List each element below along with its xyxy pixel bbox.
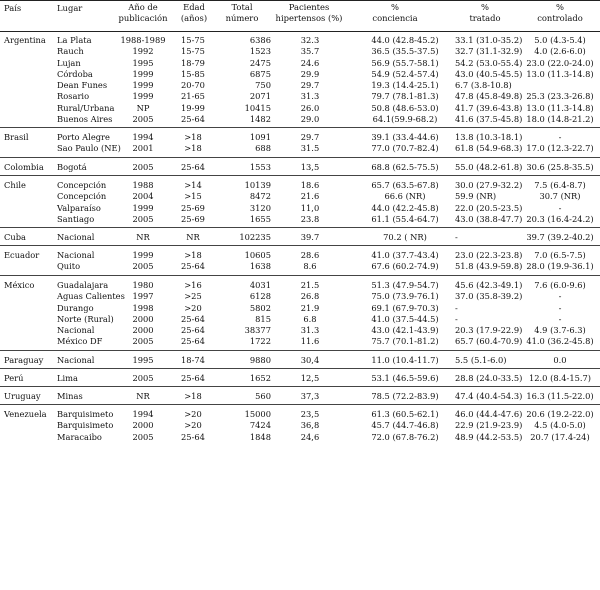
table-cell-edad: 25-64 xyxy=(181,261,205,272)
table-cell-conc: 53.1 (46.5-59.6) xyxy=(371,373,439,383)
table-cell-conc: 79.7 (78.1-81.3) xyxy=(371,91,439,102)
table-cell-ctrl: 0.0 xyxy=(553,355,567,365)
table-cell-edad: 25-64 xyxy=(181,431,205,442)
table-cell-lugar: Porto Alegre xyxy=(57,132,110,142)
country-label: Ecuador xyxy=(4,250,40,260)
table-cell-year: 2000 xyxy=(132,325,154,335)
table-cell-pac: 26.0 xyxy=(300,102,320,113)
table-cell-year: 1999 xyxy=(132,80,154,90)
table-cell-edad: 25-64 xyxy=(181,162,205,172)
table-cell-edad: 15-85 xyxy=(181,68,205,79)
table-cell-year: 2005 xyxy=(132,113,154,124)
table-cell-edad: NR xyxy=(186,232,200,242)
table-cell-lugar: Aguas Calientes xyxy=(57,291,125,302)
table-cell-total: 1523 xyxy=(249,46,271,57)
table-cell-year: 1992 xyxy=(132,46,154,57)
column-header-lugar xyxy=(57,3,117,14)
table-cell-edad: >25 xyxy=(184,291,202,302)
table-cell-pac: 26.8 xyxy=(300,291,320,302)
table-cell-ctrl: 13.0 (11.3-14.8) xyxy=(526,68,594,79)
table-cell-year: 1994 xyxy=(132,409,154,419)
column-header-line: % xyxy=(481,2,489,12)
table-cell-conc: 64.1(59.9-68.2) xyxy=(372,113,438,124)
table-cell-ctrl: 16.3 (11.5-22.0) xyxy=(526,391,594,401)
table-cell-ctrl: - xyxy=(558,202,562,213)
table-cell-pac: 23,5 xyxy=(300,409,320,419)
table-cell-total: 6875 xyxy=(249,68,271,79)
table-cell-edad: >20 xyxy=(184,409,202,419)
table-cell-pac: 6.8 xyxy=(303,313,317,324)
table-cell-year: 2000 xyxy=(132,313,154,324)
table-cell-year: 1999 xyxy=(132,91,154,102)
table-cell-lugar: Norte (Rural) xyxy=(57,313,114,324)
table-cell-lugar: México DF xyxy=(57,336,103,347)
table-cell-lugar: La Plata xyxy=(57,35,92,45)
table-cell-lugar: Dean Funes xyxy=(57,80,108,90)
table-cell-year: NR xyxy=(136,391,150,401)
column-header-line: tratado xyxy=(469,13,501,23)
table-cell-ctrl: - xyxy=(558,302,562,313)
table-cell-pac: 11,0 xyxy=(300,202,320,213)
table-cell-trat: 32.7 (31.1-32.9) xyxy=(455,46,523,57)
column-header-line: Pacientes xyxy=(288,2,330,12)
table-cell-ctrl: 20.3 (16.4-24.2) xyxy=(526,213,594,224)
table-cell-lugar: Córdoba xyxy=(57,68,93,79)
column-header-line: % xyxy=(556,2,564,12)
table-cell-trat: 45.6 (42.3-49.1) xyxy=(455,280,523,290)
table-cell-conc: 56.9 (55.7-58.1) xyxy=(371,57,439,68)
table-cell-lugar: Nacional xyxy=(57,232,95,242)
table-cell-ctrl: 4.0 (2.6-6.0) xyxy=(534,46,586,57)
table-rule xyxy=(0,157,600,158)
country-label: Argentina xyxy=(4,35,46,45)
column-header-year xyxy=(112,2,174,24)
table-cell-total: 6128 xyxy=(249,291,271,302)
table-cell-total: 1655 xyxy=(249,213,271,224)
table-cell-lugar: Nacional xyxy=(57,355,95,365)
table-cell-edad: 19-99 xyxy=(181,102,205,113)
table-cell-conc: 41.0 (37.5-44.5) xyxy=(371,313,439,324)
table-cell-trat: 23.0 (22.3-23.8) xyxy=(455,250,523,260)
table-cell-year: 1988-1989 xyxy=(120,35,166,45)
table-cell-edad: 25-69 xyxy=(181,213,205,224)
table-cell-total: 8472 xyxy=(249,191,271,202)
table-cell-total: 688 xyxy=(255,143,271,154)
table-cell-total: 102235 xyxy=(239,232,271,242)
table-cell-ctrl: - xyxy=(558,313,562,324)
table-cell-trat: 30.0 (27.9-32.2) xyxy=(455,180,523,190)
column-header-line: (años) xyxy=(180,13,208,23)
table-cell-pac: 30,4 xyxy=(300,355,320,365)
table-cell-trat: 46.0 (44.4-47.6) xyxy=(455,409,523,419)
table-cell-total: 2475 xyxy=(249,57,271,68)
table-cell-total: 750 xyxy=(255,80,271,90)
column-header-line: número xyxy=(225,13,259,23)
table-cell-conc: 41.0 (37.7-43.4) xyxy=(371,250,439,260)
country-label: México xyxy=(4,280,35,290)
table-cell-conc: 67.6 (60.2-74.9) xyxy=(371,261,439,272)
table-cell-total: 1553 xyxy=(249,162,271,172)
table-cell-ctrl: 39.7 (39.2-40.2) xyxy=(526,232,594,242)
table-cell-total: 2071 xyxy=(249,91,271,102)
table-cell-total: 9880 xyxy=(249,355,271,365)
table-cell-edad: >16 xyxy=(184,280,202,290)
country-label: Uruguay xyxy=(4,391,41,401)
table-cell-total: 38377 xyxy=(244,325,271,335)
table-cell-ctrl: - xyxy=(558,291,562,302)
table-cell-total: 1091 xyxy=(249,132,271,142)
table-cell-trat: 20.3 (17.9-22.9) xyxy=(455,325,523,335)
column-header-conc xyxy=(350,2,440,24)
table-cell-total: 10139 xyxy=(244,180,271,190)
table-cell-trat: 22.9 (21.9-23.9) xyxy=(455,420,523,431)
table-rule xyxy=(0,227,600,228)
country-label: Colombia xyxy=(4,162,44,172)
table-cell-conc: 11.0 (10.4-11.7) xyxy=(371,355,439,365)
table-cell-total: 3120 xyxy=(249,202,271,213)
table-cell-trat: 22.0 (20.5-23.5) xyxy=(455,202,523,213)
table-cell-lugar: Barquisimeto xyxy=(57,420,114,431)
table-cell-trat: 28.8 (24.0-33.5) xyxy=(455,373,523,383)
table-cell-year: 2005 xyxy=(132,261,154,272)
table-cell-pac: 32.3 xyxy=(300,35,320,45)
table-cell-edad: >15 xyxy=(184,191,202,202)
table-cell-edad: 15-75 xyxy=(181,35,205,45)
table-cell-trat: 59.9 (NR) xyxy=(455,191,497,202)
country-label: Perú xyxy=(4,373,24,383)
country-label: Cuba xyxy=(4,232,26,242)
table-rule xyxy=(0,386,600,387)
table-cell-pac: 24,6 xyxy=(300,431,320,442)
table-cell-lugar: Durango xyxy=(57,302,94,313)
table-cell-pac: 35.7 xyxy=(300,46,320,57)
table-cell-edad: >14 xyxy=(184,180,202,190)
table-cell-edad: >18 xyxy=(184,391,202,401)
table-cell-ctrl: 5.0 (4.3-5.4) xyxy=(534,35,586,45)
table-cell-lugar: Guadalajara xyxy=(57,280,109,290)
table-cell-conc: 51.3 (47.9-54.7) xyxy=(371,280,439,290)
table-cell-trat: 6.7 (3.8-10.8) xyxy=(455,80,512,90)
table-cell-year: 1999 xyxy=(132,68,154,79)
table-cell-edad: 25-64 xyxy=(181,113,205,124)
table-cell-ctrl: 7.0 (6.5-7.5) xyxy=(534,250,586,260)
table-cell-trat: 55.0 (48.2-61.8) xyxy=(455,162,523,172)
table-rule xyxy=(0,0,600,1)
table-cell-conc: 43.0 (42.1-43.9) xyxy=(371,325,439,335)
table-cell-ctrl: 41.0 (36.2-45.8) xyxy=(526,336,594,347)
table-cell-total: 560 xyxy=(255,391,271,401)
table-cell-lugar: Concepción xyxy=(57,191,107,202)
table-cell-lugar: Minas xyxy=(57,391,83,401)
table-cell-total: 1482 xyxy=(249,113,271,124)
table-cell-lugar: Rauch xyxy=(57,46,84,57)
table-cell-trat: 61.8 (54.9-68.3) xyxy=(455,143,523,154)
table-cell-edad: 25-64 xyxy=(181,336,205,347)
table-cell-conc: 68.8 (62.5-75.5) xyxy=(371,162,439,172)
table-cell-conc: 61.3 (60.5-62.1) xyxy=(371,409,439,419)
table-cell-total: 10415 xyxy=(244,102,271,113)
table-cell-edad: 25-64 xyxy=(181,373,205,383)
table-cell-lugar: Quito xyxy=(57,261,81,272)
column-header-line: Total xyxy=(231,2,253,12)
column-header-pac xyxy=(270,2,348,24)
column-header-line: publicación xyxy=(118,13,168,23)
table-cell-trat: 47.4 (40.4-54.3) xyxy=(455,391,523,401)
table-cell-total: 1722 xyxy=(249,336,271,347)
table-cell-edad: >20 xyxy=(184,302,202,313)
table-cell-edad: >20 xyxy=(184,420,202,431)
table-cell-pac: 8.6 xyxy=(303,261,317,272)
table-cell-edad: 25-69 xyxy=(181,202,205,213)
table-cell-conc: 61.1 (55.4-64.7) xyxy=(371,213,439,224)
table-rule xyxy=(0,350,600,351)
table-cell-lugar: Barquisimeto xyxy=(57,409,114,419)
column-header-line: País xyxy=(4,3,22,13)
table-cell-total: 10605 xyxy=(244,250,271,260)
column-header-line: Edad xyxy=(183,2,205,12)
column-header-total xyxy=(220,2,264,24)
table-cell-ctrl: 20.6 (19.2-22.0) xyxy=(526,409,594,419)
column-header-pais xyxy=(4,3,44,14)
table-cell-lugar: Lujan xyxy=(57,57,81,68)
table-cell-lugar: Lima xyxy=(57,373,78,383)
table-cell-year: 1994 xyxy=(132,132,154,142)
table-cell-total: 5802 xyxy=(249,302,271,313)
table-cell-trat: - xyxy=(455,232,458,242)
table-cell-pac: 21.5 xyxy=(300,280,320,290)
table-rule xyxy=(0,275,600,276)
column-header-line: conciencia xyxy=(372,13,418,23)
column-header-line: % xyxy=(391,2,399,12)
table-cell-lugar: Concepción xyxy=(57,180,107,190)
table-cell-ctrl: 12.0 (8.4-15.7) xyxy=(528,373,592,383)
column-header-ctrl xyxy=(522,2,598,24)
table-cell-conc: 69.1 (67.9-70.3) xyxy=(371,302,439,313)
table-cell-conc: 78.5 (72.2-83.9) xyxy=(371,391,439,401)
table-cell-trat: - xyxy=(455,302,458,313)
table-cell-conc: 70.2 ( NR) xyxy=(383,232,427,242)
table-cell-conc: 50.8 (48.6-53.0) xyxy=(371,102,439,113)
table-cell-conc: 75.7 (70.1-81.2) xyxy=(371,336,439,347)
table-cell-edad: 25-64 xyxy=(181,313,205,324)
table-cell-year: 2005 xyxy=(132,373,154,383)
table-cell-pac: 29.0 xyxy=(300,113,320,124)
table-cell-year: NP xyxy=(136,102,150,113)
table-cell-trat: 41.6 (37.5-45.8) xyxy=(455,113,523,124)
table-cell-ctrl: 30.6 (25.8-35.5) xyxy=(526,162,594,172)
table-cell-year: 1999 xyxy=(132,250,154,260)
table-rule xyxy=(0,127,600,128)
country-label: Venezuela xyxy=(4,409,47,419)
table-cell-pac: 29.9 xyxy=(300,68,320,79)
table-cell-ctrl: 7.6 (6.0-9.6) xyxy=(534,280,586,290)
table-cell-ctrl: 30.7 (NR) xyxy=(539,191,581,202)
table-cell-edad: >18 xyxy=(184,132,202,142)
table-cell-conc: 77.0 (70.7-82.4) xyxy=(371,143,439,154)
table-cell-pac: 31.3 xyxy=(300,325,320,335)
table-cell-lugar: Buenos Aires xyxy=(57,113,113,124)
table-cell-trat: 43.0 (40.5-45.5) xyxy=(455,68,523,79)
table-cell-pac: 21.6 xyxy=(300,191,320,202)
table-cell-pac: 12,5 xyxy=(300,373,320,383)
table-rule xyxy=(0,404,600,405)
table-cell-ctrl: 13.0 (11.3-14.8) xyxy=(526,102,594,113)
table-cell-edad: >18 xyxy=(184,143,202,154)
table-cell-year: 1997 xyxy=(132,291,154,302)
table-cell-year: 1988 xyxy=(132,180,154,190)
table-cell-year: 1999 xyxy=(132,202,154,213)
table-cell-pac: 29.7 xyxy=(300,132,320,142)
table-cell-lugar: Rural/Urbana xyxy=(57,102,115,113)
table-cell-trat: 13.8 (10.3-18.1) xyxy=(455,132,523,142)
table-cell-lugar: Maracaibo xyxy=(57,431,102,442)
table-cell-ctrl: 4.9 (3.7-6.3) xyxy=(534,325,586,335)
table-cell-year: 2004 xyxy=(132,191,154,202)
table-cell-conc: 75.0 (73.9-76.1) xyxy=(371,291,439,302)
table-cell-edad: 20-70 xyxy=(181,80,205,90)
table-cell-total: 6386 xyxy=(249,35,271,45)
country-label: Paraguay xyxy=(4,355,44,365)
table-cell-total: 7424 xyxy=(249,420,271,431)
country-label: Brasil xyxy=(4,132,29,142)
table-cell-pac: 36,8 xyxy=(300,420,320,431)
table-cell-pac: 18.6 xyxy=(300,180,320,190)
table-cell-lugar: Nacional xyxy=(57,325,95,335)
table-cell-total: 815 xyxy=(255,313,271,324)
table-cell-trat: - xyxy=(455,313,458,324)
table-cell-year: 1998 xyxy=(132,302,154,313)
table-cell-year: 1995 xyxy=(132,355,154,365)
table-cell-trat: 51.8 (43.9-59.8) xyxy=(455,261,523,272)
table-cell-year: 1980 xyxy=(132,280,154,290)
table-cell-year: 2005 xyxy=(132,162,154,172)
column-header-trat xyxy=(445,2,525,24)
table-cell-total: 1848 xyxy=(249,431,271,442)
table-cell-ctrl: 17.0 (12.3-22.7) xyxy=(526,143,594,154)
table-cell-total: 15000 xyxy=(244,409,271,419)
table-cell-conc: 39.1 (33.4-44.6) xyxy=(371,132,439,142)
table-cell-pac: 24.6 xyxy=(300,57,320,68)
table-cell-pac: 11.6 xyxy=(300,336,320,347)
table-cell-year: 1995 xyxy=(132,57,154,68)
table-cell-pac: 39.7 xyxy=(300,232,320,242)
table-rule xyxy=(0,245,600,246)
table-cell-ctrl: 4.5 (4.0-5.0) xyxy=(534,420,586,431)
table-cell-lugar: Bogotá xyxy=(57,162,87,172)
table-cell-edad: 18-79 xyxy=(181,57,205,68)
table-cell-trat: 48.9 (44.2-53.5) xyxy=(455,431,523,442)
table-cell-edad: 15-75 xyxy=(181,46,205,57)
table-cell-pac: 23.8 xyxy=(300,213,320,224)
table-cell-lugar: Valparaíso xyxy=(57,202,101,213)
table-cell-pac: 31.5 xyxy=(300,143,320,154)
table-rule xyxy=(0,368,600,369)
table-cell-edad: >18 xyxy=(184,250,202,260)
table-cell-trat: 43.0 (38.8-47.7) xyxy=(455,213,523,224)
table-cell-lugar: Sao Paulo (NE) xyxy=(57,143,121,154)
table-cell-trat: 37.0 (35.8-39.2) xyxy=(455,291,523,302)
table-cell-conc: 44.0 (42.2-45.8) xyxy=(371,202,439,213)
table-cell-ctrl: 20.7 (17.4-24) xyxy=(530,431,590,442)
table-cell-lugar: Rosario xyxy=(57,91,90,102)
table-cell-ctrl: 23.0 (22.0-24.0) xyxy=(526,57,594,68)
table-cell-conc: 66.6 (NR) xyxy=(384,191,426,202)
table-cell-edad: 25-64 xyxy=(181,325,205,335)
table-cell-year: 2005 xyxy=(132,336,154,347)
table-cell-trat: 41.7 (39.6-43.8) xyxy=(455,102,523,113)
table-cell-edad: 18-74 xyxy=(181,355,205,365)
table-cell-conc: 45.7 (44.7-46.8) xyxy=(371,420,439,431)
table-cell-pac: 28.6 xyxy=(300,250,320,260)
table-cell-pac: 29.7 xyxy=(300,80,320,90)
table-rule xyxy=(0,31,600,32)
table-cell-year: 2005 xyxy=(132,431,154,442)
table-cell-year: 2000 xyxy=(132,420,154,431)
table-cell-trat: 5.5 (5.1-6.0) xyxy=(455,355,507,365)
table-cell-edad: 21-65 xyxy=(181,91,205,102)
column-header-line: controlado xyxy=(537,13,583,23)
table-cell-ctrl: 25.3 (23.3-26.8) xyxy=(526,91,594,102)
table-cell-trat: 33.1 (31.0-35.2) xyxy=(455,35,523,45)
table-cell-conc: 72.0 (67.8-76.2) xyxy=(371,431,439,442)
table-cell-conc: 44.0 (42.8-45.2) xyxy=(371,35,439,45)
table-cell-lugar: Santiago xyxy=(57,213,95,224)
table-cell-pac: 21.9 xyxy=(300,302,320,313)
table-cell-trat: 47.8 (45.8-49.8) xyxy=(455,91,523,102)
table-cell-year: 2005 xyxy=(132,213,154,224)
table-cell-pac: 37,3 xyxy=(300,391,320,401)
table-cell-total: 4031 xyxy=(249,280,271,290)
table-cell-year: NR xyxy=(136,232,150,242)
table-cell-year: 2001 xyxy=(132,143,154,154)
table-rule xyxy=(0,175,600,176)
column-header-edad xyxy=(176,2,212,24)
table-cell-pac: 31.3 xyxy=(300,91,320,102)
table-cell-ctrl: 28.0 (19.9-36.1) xyxy=(526,261,594,272)
table-cell-conc: 36.5 (35.5-37.5) xyxy=(371,46,439,57)
column-header-line: hipertensos (%) xyxy=(275,13,343,23)
table-cell-ctrl: 7.5 (6.4-8.7) xyxy=(534,180,586,190)
column-header-line: Lugar xyxy=(57,3,83,13)
table-cell-total: 1638 xyxy=(249,261,271,272)
table-cell-trat: 54.2 (53.0-55.4) xyxy=(455,57,523,68)
table-cell-ctrl: 18.0 (14.8-21.2) xyxy=(526,113,594,124)
table-cell-trat: 65.7 (60.4-70.9) xyxy=(455,336,523,347)
table-cell-total: 1652 xyxy=(249,373,271,383)
table-cell-conc: 19.3 (14.4-25.1) xyxy=(371,80,439,90)
table-cell-conc: 54.9 (52.4-57.4) xyxy=(371,68,439,79)
column-header-line: Año de xyxy=(128,2,158,12)
table-cell-ctrl: - xyxy=(558,132,562,142)
country-label: Chile xyxy=(4,180,26,190)
table-cell-conc: 65.7 (63.5-67.8) xyxy=(371,180,439,190)
table-cell-lugar: Nacional xyxy=(57,250,95,260)
table-cell-pac: 13,5 xyxy=(300,162,320,172)
